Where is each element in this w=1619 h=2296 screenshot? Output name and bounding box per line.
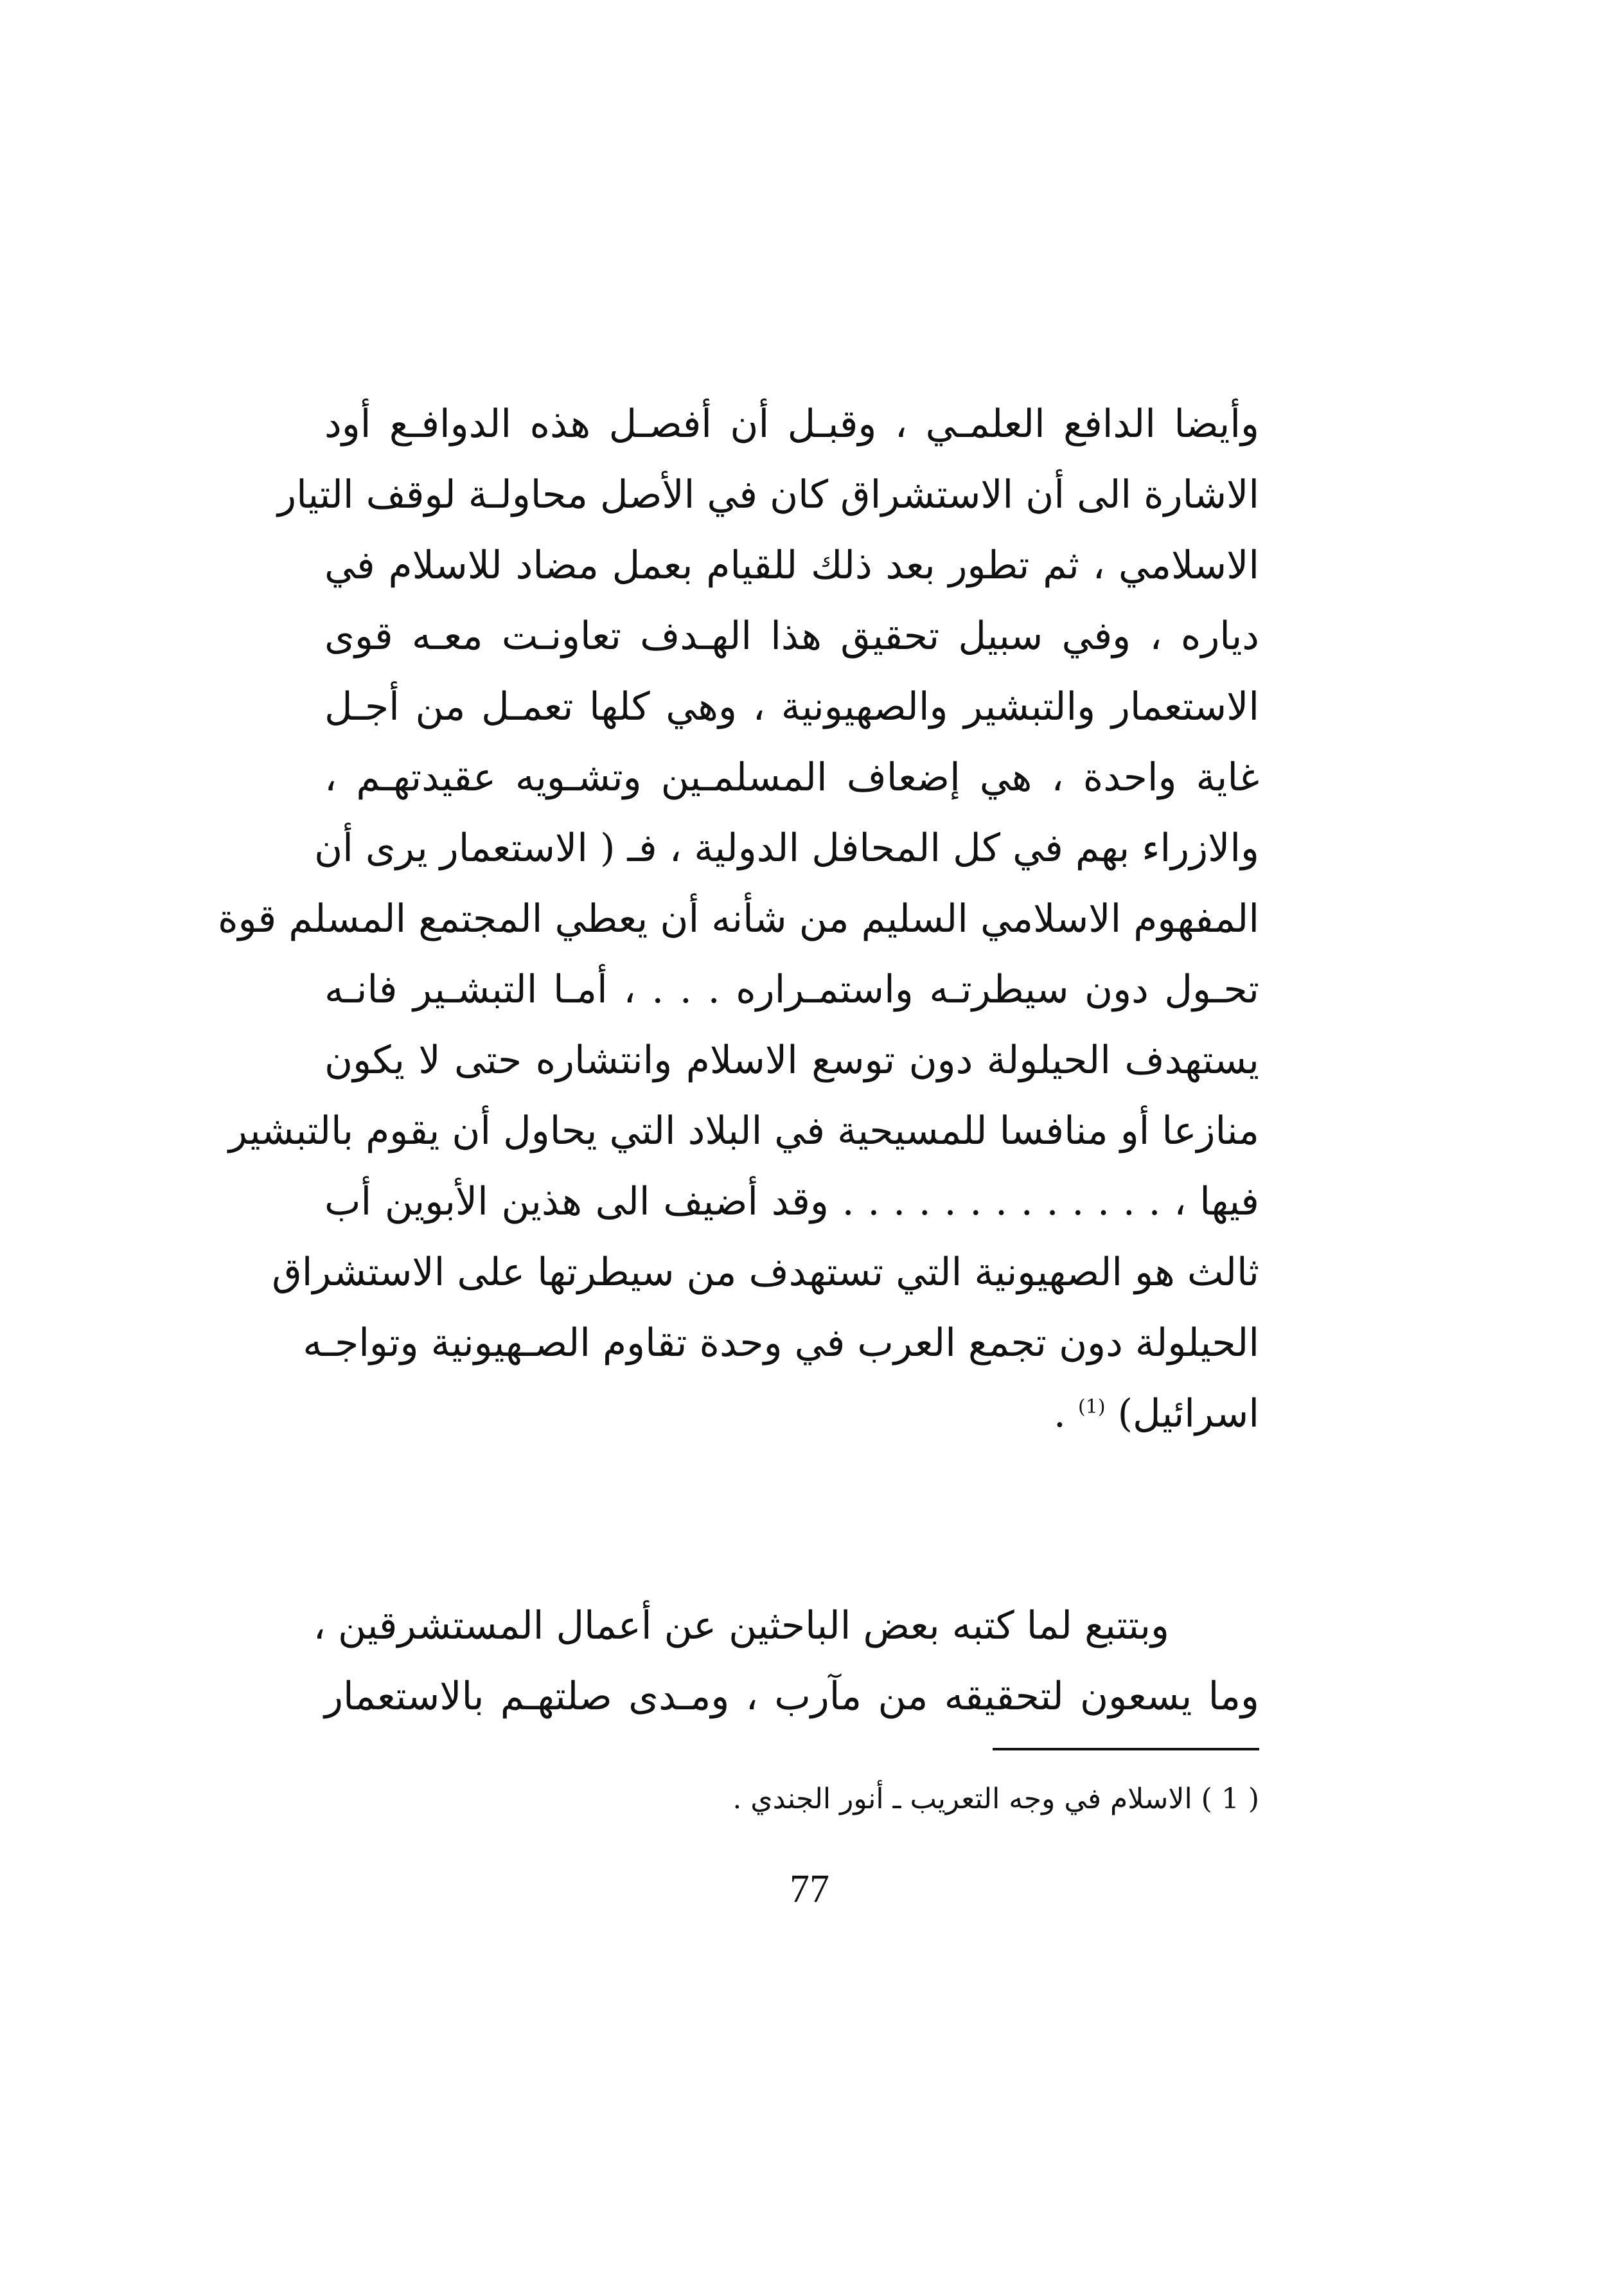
sentence-end: . (1053, 1391, 1066, 1436)
text-line: الاسلامي ، ثم تطور بعد ذلك للقيام بعمل مضاد للاسلام في (324, 543, 1259, 588)
text-line: دياره ، وفي سبيل تحقيق هذا الهـدف تعاونـت معـه قوى (324, 614, 1259, 659)
paragraph-1 (218, 389, 1259, 1449)
paragraph-2 (313, 1590, 1259, 1732)
text-line: تحـول دون سيطرتـه واستمـراره . . . ، أمـا التبشـير فانـه (324, 967, 1259, 1012)
text-line: الاستعمار والتبشير والصهيونية ، وهي كلها تعمـل من أجـل (324, 684, 1259, 729)
footnote-separator (993, 1748, 1259, 1750)
text-line: فيها ، . . . . . . . . . . . . . وقد أضيف الى هذين الأبوين أب (324, 1179, 1259, 1224)
text-line-last (324, 1378, 1259, 1449)
page-number: 77 (790, 1867, 829, 1911)
text-line: يستهدف الحيلولة دون توسع الاسلام وانتشاره حتى لا يكون (324, 1038, 1259, 1083)
text-line: والازراء بهم في كل المحافل الدولية ، فـ ( الاستعمار يرى أن (314, 826, 1259, 871)
text-line: وأيضا الدافع العلمـي ، وقبـل أن أفصـل هذه الدوافـع أود (324, 402, 1259, 447)
text-line: ثالث هو الصهيونية التي تستهدف من سيطرتها على الاستشراق (272, 1250, 1259, 1295)
text-line: منازعا أو منافسا للمسيحية في البلاد التي يحاول أن يقوم بالتبشير (228, 1108, 1259, 1153)
text-line: غاية واحدة ، هي إضعاف المسلمـين وتشـويه عقيدتهـم ، (324, 755, 1259, 800)
text-line: وما يسعون لتحقيقه من مآرب ، ومـدى صلتهـم بالاستعمار (324, 1674, 1259, 1719)
text-line: وبتتبع لما كتبه بعض الباحثين عن أعمال المستشرقين ، (313, 1603, 1169, 1648)
footnote: ( 1 ) الاسلام في وجه التعريب ـ أنور الجندي . (732, 1783, 1259, 1815)
text-line: الاشارة الى أن الاستشراق كان في الأصل محاولـة لوقف التيار (278, 472, 1259, 517)
footnote-reference: (1) (1078, 1396, 1106, 1418)
last-line-text: اسرائيل) (1117, 1391, 1259, 1436)
text-line: الحيلولة دون تجمع العرب في وحدة تقاوم الصـهيونية وتواجـه (303, 1321, 1259, 1366)
text-line: المفهوم الاسلامي السليم من شأنه أن يعطي المجتمع المسلم قوة (218, 896, 1259, 941)
